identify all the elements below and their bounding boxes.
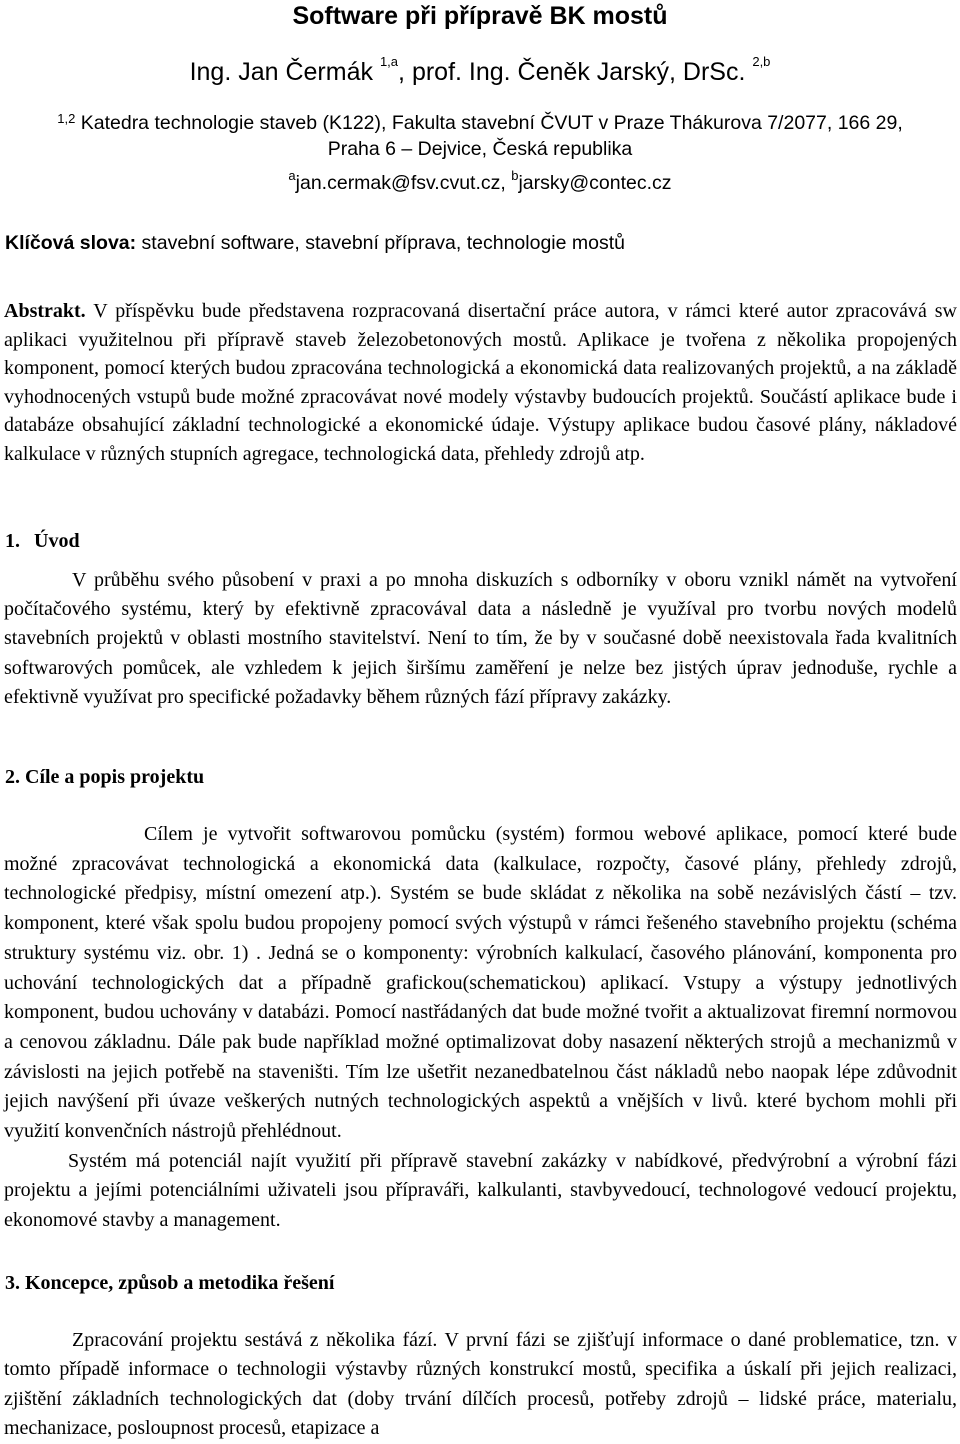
section-1-title: Úvod: [34, 530, 80, 552]
section-3-heading: [5, 1272, 334, 1295]
keywords-label: Klíčová slova:: [5, 232, 137, 254]
email-1-superscript: a: [288, 168, 296, 183]
abstract-text: V příspěvku bude představena rozpracovaná disertační práce autora, v rámci které autor zpracovává sw aplikaci využitelnou při přípravě staveb železobetonových mostů. Aplikace je tvořena z několika propojených komponent, pomocí kterých budou zpracována technologická a ekonomická data realizovaných projektů, a na základě vyhodnocených vstupů bude možné zpracovávat nové modely výstavby budoucích projektů. Součástí aplikace bude i databáze obsahující základní technologické a ekonomické údaje. Výstupy aplikace budou časové plány, nákladové kalkulace v různých stupních agregace, technologická data, přehledy zdrojů atp.: [4, 300, 957, 465]
affiliation-line-1-text: Katedra technologie staveb (K122), Fakulta stavební ČVUT v Praze Thákurova 7/2077, 166 29,: [80, 112, 903, 134]
paragraph: Systém má potenciál najít využití při přípravě stavební zakázky v nabídkové, předvýrobní a výrobní fázi projektu a jejími potenciálními uživateli jsou přípraváři, kalkulanti, stavbyvedoucí, technologové vedoucí projektu, ekonomové stavby a management.: [4, 1149, 957, 1232]
section-1-heading: [5, 530, 80, 553]
abstract-label: Abstrakt.: [4, 300, 86, 322]
section-2-number: 2.: [5, 766, 20, 788]
author-1-name: Ing. Jan Čermák: [189, 58, 373, 86]
keywords: [5, 232, 625, 255]
keywords-text: stavební software, stavební příprava, technologie mostů: [136, 232, 625, 254]
section-2-title: Cíle a popis projektu: [25, 766, 205, 788]
email-2-superscript: b: [511, 168, 519, 183]
paragraph: Zpracování projektu sestává z několika fází. V první fázi se zjišťují informace o dané problematice, tzn. v tomto případě informace o technologii výstavby různých konstrukcí mostů, specifika a úskalí při jejich realizaci, zjištění základních technologických dat (doby trvání dílčích procesů, potřeby zdrojů – lidské práce, materialu, mechanizace, posloupnost procesů, etapizace a: [4, 1329, 957, 1440]
section-2-heading: [5, 766, 204, 789]
email-line: [0, 168, 960, 195]
section-3-number: 3.: [5, 1272, 20, 1294]
author-separator: ,: [398, 58, 412, 86]
section-1-number: 1.: [5, 530, 20, 552]
paragraph: V průběhu svého působení v praxi a po mnoha diskuzích s odborníky v oboru vznikl námět na vytvoření počítačového systému, který by efektivně zpracovával data a následně je využíval pro tvorbu nových modelů stavebních projektů v oblasti mostního stavitelství. Není to tím, že by v současné době neexistovala řada kvalitních softwarových pomůcek, ale vzhledem k jejich širšímu zaměření je nelze bez jistých úprav jednoduše, rychle a efektivně využívat pro specifické požadavky během různých fází přípravy zakázky.: [4, 569, 957, 708]
section-3-body: [4, 1326, 957, 1444]
section-2-body: [4, 820, 957, 1236]
email-1: jan.cermak@fsv.cvut.cz,: [295, 172, 512, 194]
paragraph: Cílem je vytvořit softwarovou pomůcku (systém) formou webové aplikace, pomocí které bude možné zpracovávat technologická a ekonomická data (kalkulace, rozpočty, časové plány, přehledy zdrojů, technologické předpisy, místní omezení atp.). Systém se bude skládat z několika na sobě nezávislých částí – tzv. komponent, které však spolu budou propojeny pomocí svých výstupů v rámci řešeného stavebního projektu (schéma struktury systému viz. obr. 1) . Jedná se o komponenty: výrobních kalkulací, časového plánování, komponenta pro uchování technologických dat a případně grafickou(schematickou) aplikací. Vstupy a výstupy jednotlivých komponent, budou uchovány v databázi. Pomocí nastřádaných dat bude možné tvořit a aktualizovat firemní normovou a cenovou základnu. Dále pak bude například možné optimalizovat doby nasazení některých strojů a mechanizmů v závislosti na jejich potřebě na staveništi. Tím lze ušetřit nezanedbatelnou část nákladů nebo naopak lépe zdůvodnit jejich navýšení při úvaze veškerých nutných technologických aspektů a vnějších v livů. které bychom mohli při využití konvenčních nástrojů přehlédnout.: [4, 823, 957, 1143]
author-2-name: prof. Ing. Čeněk Jarský, DrSc.: [411, 58, 746, 86]
affiliation: [0, 110, 960, 162]
affiliation-line-2: Praha 6 – Dejvice, Česká republika: [327, 138, 633, 160]
author-1-superscript: 1,a: [379, 54, 399, 69]
affiliation-line-1: [0, 110, 960, 136]
section-3-title: Koncepce, způsob a metodika řešení: [25, 1272, 335, 1294]
abstract: [4, 297, 957, 469]
paper-title: Software při přípravě BK mostů: [292, 2, 668, 30]
author-line: [0, 54, 960, 87]
affiliation-superscript: 1,2: [57, 111, 76, 126]
section-1-body: [4, 566, 957, 712]
author-2-superscript: 2,b: [752, 54, 771, 69]
email-2: jarsky@contec.cz: [518, 172, 672, 194]
